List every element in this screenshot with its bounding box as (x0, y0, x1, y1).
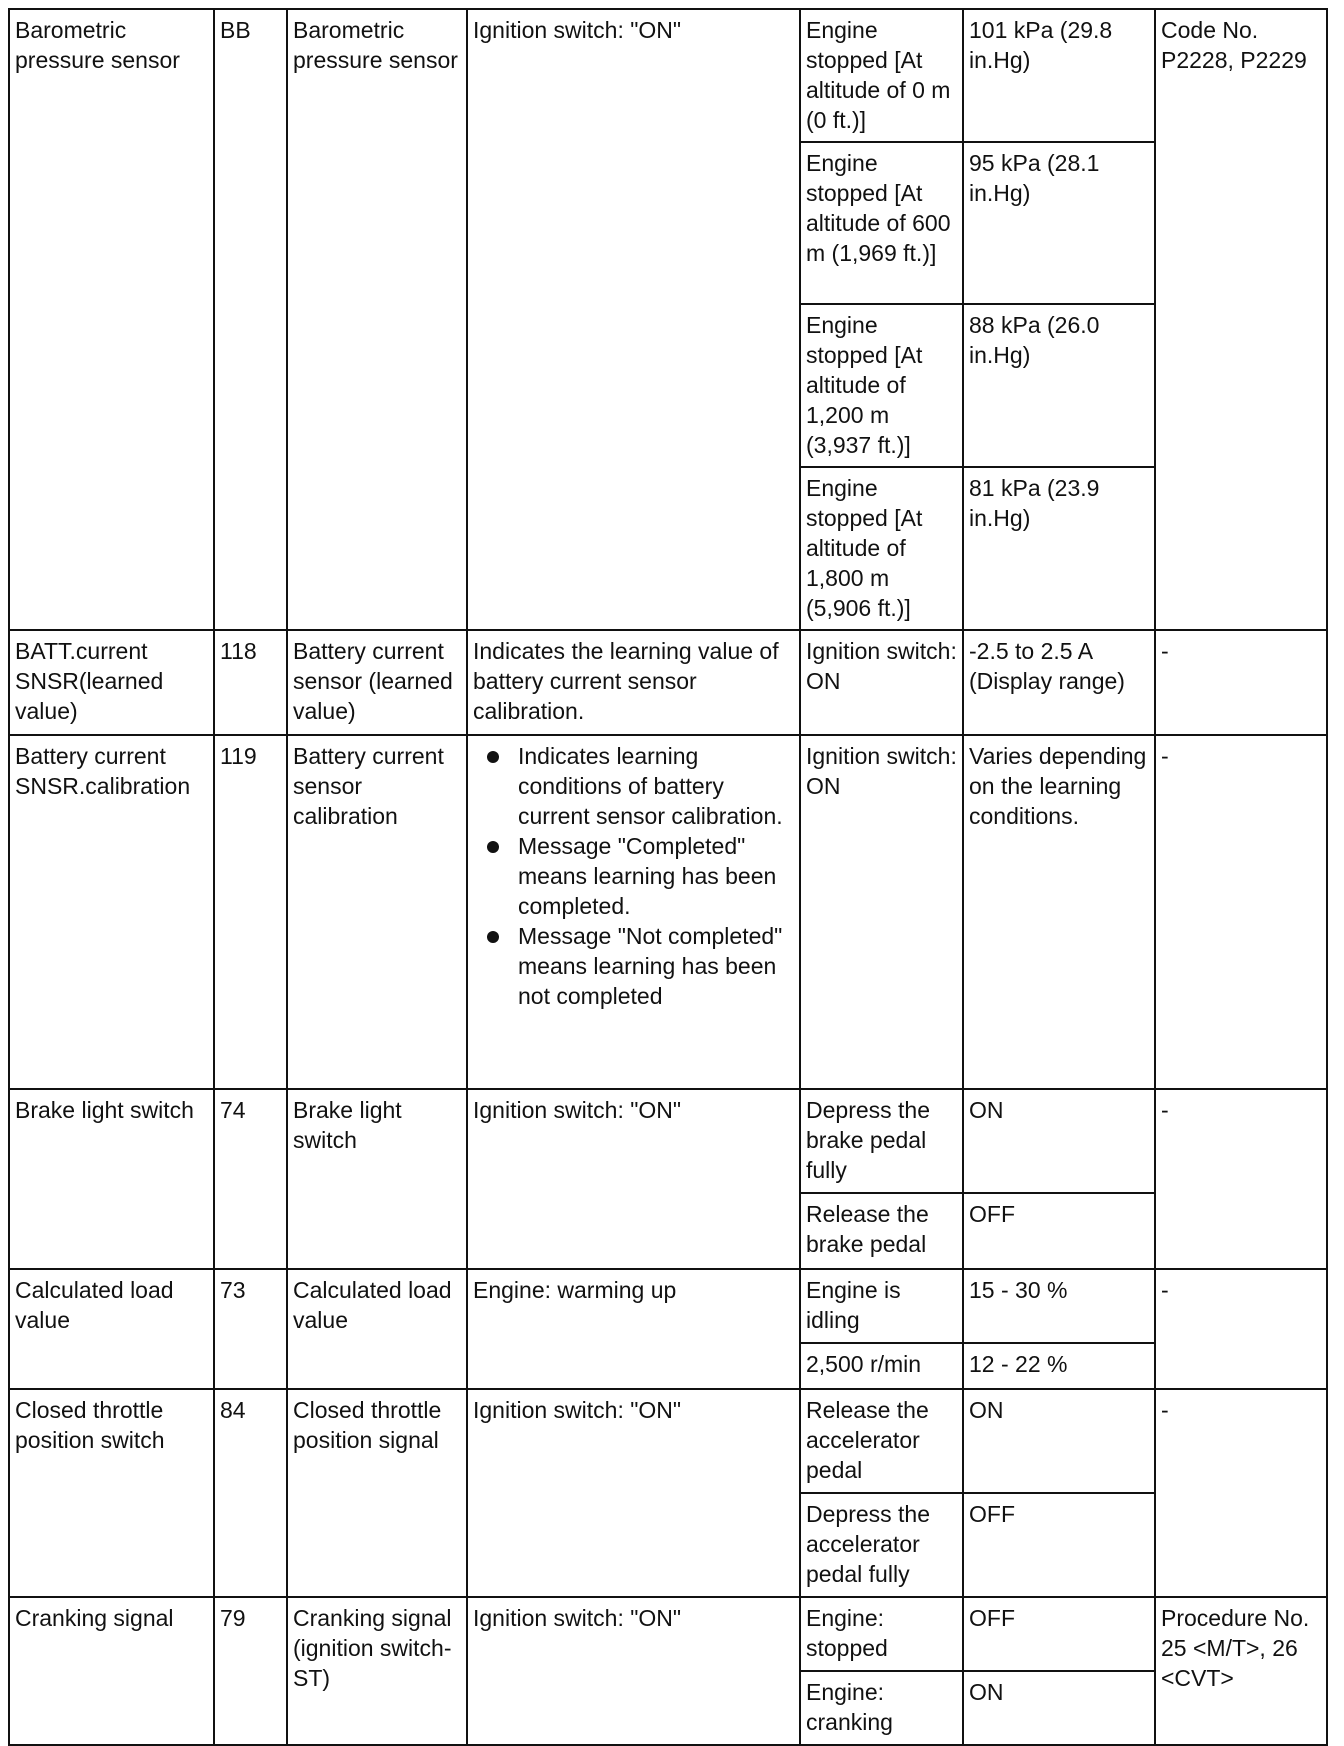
value-cell: 88 kPa (26.0 in.Hg) (963, 304, 1155, 467)
monitor-item-cell: Barometric pressure sensor (9, 9, 214, 630)
table-row (9, 1597, 1327, 1671)
reference-cell: Procedure No. 25 <M/T>, 26 <CVT> (1155, 1597, 1327, 1745)
reference-cell: - (1155, 630, 1327, 735)
monitor-item-cell: Brake light switch (9, 1089, 214, 1269)
reference-cell: - (1155, 1389, 1327, 1597)
value-cell: -2.5 to 2.5 A (Display range) (963, 630, 1155, 735)
value-cell: 12 - 22 % (963, 1343, 1155, 1389)
spec-table-container (8, 8, 1326, 1746)
state-cell: Ignition switch: ON (800, 735, 963, 1089)
table-row (9, 9, 1327, 142)
condition-cell: Ignition switch: "ON" (467, 1089, 800, 1269)
pid-cell: 84 (214, 1389, 287, 1597)
state-cell: Release the brake pedal (800, 1193, 963, 1269)
pid-cell: 73 (214, 1269, 287, 1389)
description-cell: Brake light switch (287, 1089, 467, 1269)
value-cell: OFF (963, 1493, 1155, 1597)
table-row (9, 735, 1327, 1089)
condition-cell: Engine: warming up (467, 1269, 800, 1389)
description-cell: Cranking signal (ignition switch-ST) (287, 1597, 467, 1745)
description-cell: Calculated load value (287, 1269, 467, 1389)
table-row (9, 1269, 1327, 1343)
monitor-item-cell: Cranking signal (9, 1597, 214, 1745)
value-cell: ON (963, 1389, 1155, 1493)
value-cell: Varies depending on the learning conditions. (963, 735, 1155, 1089)
description-cell: Battery current sensor (learned value) (287, 630, 467, 735)
condition-bullet-item: Message "Not completed" means learning has been not completed (518, 921, 794, 1011)
condition-bullet-item: Indicates learning conditions of battery current sensor calibration. (518, 741, 794, 831)
state-cell: Engine: stopped (800, 1597, 963, 1671)
value-cell: OFF (963, 1193, 1155, 1269)
state-cell: Engine stopped [At altitude of 600 m (1,969 ft.)] (800, 142, 963, 304)
pid-cell: 79 (214, 1597, 287, 1745)
condition-cell (467, 735, 800, 1089)
condition-cell: Indicates the learning value of battery current sensor calibration. (467, 630, 800, 735)
table-row (9, 1389, 1327, 1493)
monitor-item-cell: Closed throttle position switch (9, 1389, 214, 1597)
state-cell: Engine stopped [At altitude of 1,800 m (5,906 ft.)] (800, 467, 963, 630)
reference-cell: Code No. P2228, P2229 (1155, 9, 1327, 630)
value-cell: 95 kPa (28.1 in.Hg) (963, 142, 1155, 304)
reference-cell: - (1155, 1089, 1327, 1269)
state-cell: Engine stopped [At altitude of 0 m (0 ft.)] (800, 9, 963, 142)
description-cell: Closed throttle position signal (287, 1389, 467, 1597)
table-row (9, 1089, 1327, 1193)
state-cell: Depress the accelerator pedal fully (800, 1493, 963, 1597)
reference-cell: - (1155, 1269, 1327, 1389)
condition-bullet-item: Message "Completed" means learning has been completed. (518, 831, 794, 921)
description-cell: Battery current sensor calibration (287, 735, 467, 1089)
value-cell: ON (963, 1089, 1155, 1193)
data-monitor-spec-table (8, 8, 1328, 1746)
state-cell: Release the accelerator pedal (800, 1389, 963, 1493)
condition-cell: Ignition switch: "ON" (467, 9, 800, 630)
monitor-item-cell: BATT.current SNSR(learned value) (9, 630, 214, 735)
state-cell: Ignition switch: ON (800, 630, 963, 735)
value-cell: 15 - 30 % (963, 1269, 1155, 1343)
value-cell: 101 kPa (29.8 in.Hg) (963, 9, 1155, 142)
pid-cell: BB (214, 9, 287, 630)
condition-bullet-list (473, 741, 794, 1011)
state-cell: Engine: cranking (800, 1671, 963, 1745)
pid-cell: 74 (214, 1089, 287, 1269)
monitor-item-cell: Calculated load value (9, 1269, 214, 1389)
state-cell: Depress the brake pedal fully (800, 1089, 963, 1193)
value-cell: OFF (963, 1597, 1155, 1671)
value-cell: ON (963, 1671, 1155, 1745)
pid-cell: 118 (214, 630, 287, 735)
state-cell: 2,500 r/min (800, 1343, 963, 1389)
description-cell: Barometric pressure sensor (287, 9, 467, 630)
pid-cell: 119 (214, 735, 287, 1089)
reference-cell: - (1155, 735, 1327, 1089)
condition-cell: Ignition switch: "ON" (467, 1389, 800, 1597)
value-cell: 81 kPa (23.9 in.Hg) (963, 467, 1155, 630)
monitor-item-cell: Battery current SNSR.calibration (9, 735, 214, 1089)
condition-cell: Ignition switch: "ON" (467, 1597, 800, 1745)
state-cell: Engine stopped [At altitude of 1,200 m (3,937 ft.)] (800, 304, 963, 467)
state-cell: Engine is idling (800, 1269, 963, 1343)
table-row (9, 630, 1327, 735)
